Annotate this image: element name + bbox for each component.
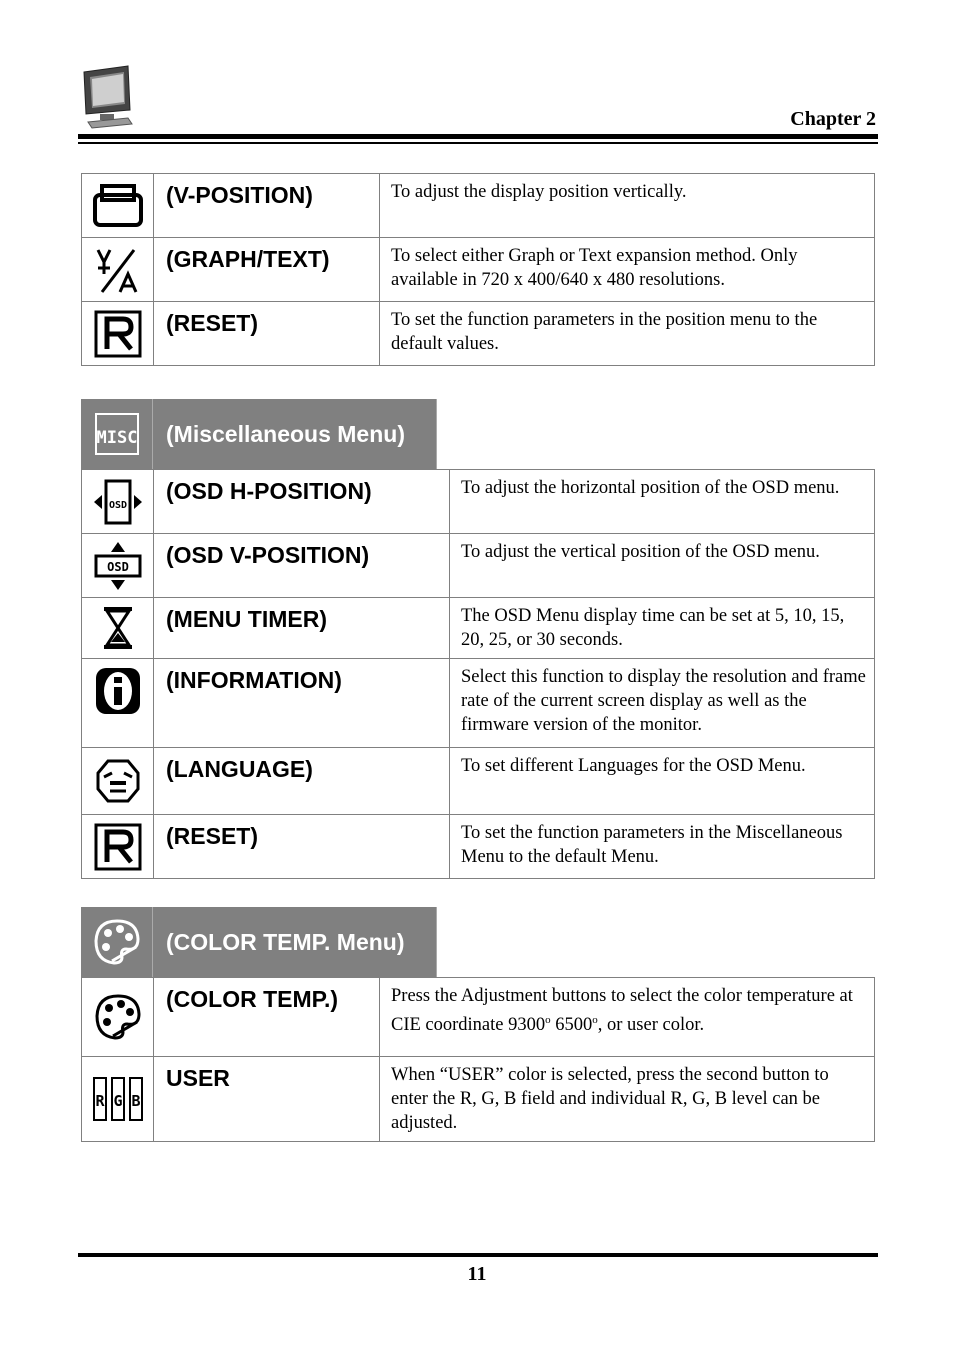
misc-menu-table xyxy=(81,469,875,879)
reset-icon xyxy=(82,815,154,879)
svg-text:OSD: OSD xyxy=(108,499,127,511)
row-desc: To adjust the vertical position of the OSD menu. xyxy=(450,534,875,598)
table-row xyxy=(82,598,875,659)
row-name: (INFORMATION) xyxy=(154,659,450,748)
row-name: (GRAPH/TEXT) xyxy=(154,238,380,302)
row-name: (V-POSITION) xyxy=(154,174,380,238)
table-row xyxy=(82,534,875,598)
row-name: (RESET) xyxy=(154,815,450,879)
row-desc: Press the Adjustment buttons to select the color temperature at CIE coordinate 9300$^o$ 6500$^o$, or user color. xyxy=(380,978,875,1057)
row-desc: When “USER” color is selected, press the second button to enter the R, G, B field and individual R, G, B level can be adjusted. xyxy=(380,1057,875,1142)
svg-text:G: G xyxy=(112,1092,123,1110)
row-desc: Select this function to display the resolution and frame rate of the current screen display as well as the firmware version of the monitor. xyxy=(450,659,875,748)
row-name: (MENU TIMER) xyxy=(154,598,450,659)
row-name: (OSD V-POSITION) xyxy=(154,534,450,598)
osd-h-position-icon xyxy=(82,470,154,534)
svg-text:OSD: OSD xyxy=(106,559,129,574)
row-desc: To adjust the display position vertically. xyxy=(380,174,875,238)
table-row xyxy=(82,174,875,238)
reset-icon xyxy=(82,302,154,366)
color-menu-header xyxy=(81,907,437,977)
table-row xyxy=(82,659,875,748)
misc-menu-title: (Miscellaneous Menu) xyxy=(153,399,437,469)
chapter-label: Chapter 2 xyxy=(790,108,876,130)
row-name: USER xyxy=(154,1057,380,1142)
row-desc: To set the function parameters in the position menu to the default values. xyxy=(380,302,875,366)
header-rule xyxy=(78,134,878,139)
row-desc: To set the function parameters in the Miscellaneous Menu to the default Menu. xyxy=(450,815,875,879)
row-desc: To set different Languages for the OSD Menu. xyxy=(450,748,875,815)
osd-v-position-icon xyxy=(82,534,154,598)
table-row xyxy=(82,748,875,815)
table-row xyxy=(82,815,875,879)
palette-icon xyxy=(81,907,153,977)
table-row xyxy=(82,1057,875,1142)
table-row xyxy=(82,978,875,1057)
row-name: (COLOR TEMP.) xyxy=(154,978,380,1057)
language-icon xyxy=(82,748,154,815)
color-menu-table xyxy=(81,977,875,1142)
table-row xyxy=(82,238,875,302)
v-position-icon xyxy=(82,174,154,238)
row-desc: To adjust the horizontal position of the OSD menu. xyxy=(450,470,875,534)
rgb-icon xyxy=(82,1057,154,1142)
svg-text:MISC: MISC xyxy=(96,428,137,448)
row-name: (OSD H-POSITION) xyxy=(154,470,450,534)
table-row xyxy=(82,470,875,534)
svg-text:B: B xyxy=(130,1092,141,1110)
hourglass-icon xyxy=(82,598,154,659)
page-number: 11 xyxy=(467,1263,487,1285)
graph-text-icon xyxy=(82,238,154,302)
footer-rule xyxy=(78,1253,878,1257)
row-desc: The OSD Menu display time can be set at 5, 10, 15, 20, 25, or 30 seconds. xyxy=(450,598,875,659)
color-menu-title: (COLOR TEMP. Menu) xyxy=(153,907,437,977)
row-desc: To select either Graph or Text expansion method. Only available in 720 x 400/640 x 480 resolutions. xyxy=(380,238,875,302)
misc-icon xyxy=(81,399,153,469)
monitor-logo-icon xyxy=(80,64,134,130)
row-name: (RESET) xyxy=(154,302,380,366)
palette-icon xyxy=(82,978,154,1057)
information-icon xyxy=(82,659,154,748)
misc-menu-header xyxy=(81,399,437,469)
header-rule-thin xyxy=(78,142,878,144)
table-row xyxy=(82,302,875,366)
position-menu-table xyxy=(81,173,875,366)
svg-text:R: R xyxy=(94,1092,105,1110)
row-name: (LANGUAGE) xyxy=(154,748,450,815)
